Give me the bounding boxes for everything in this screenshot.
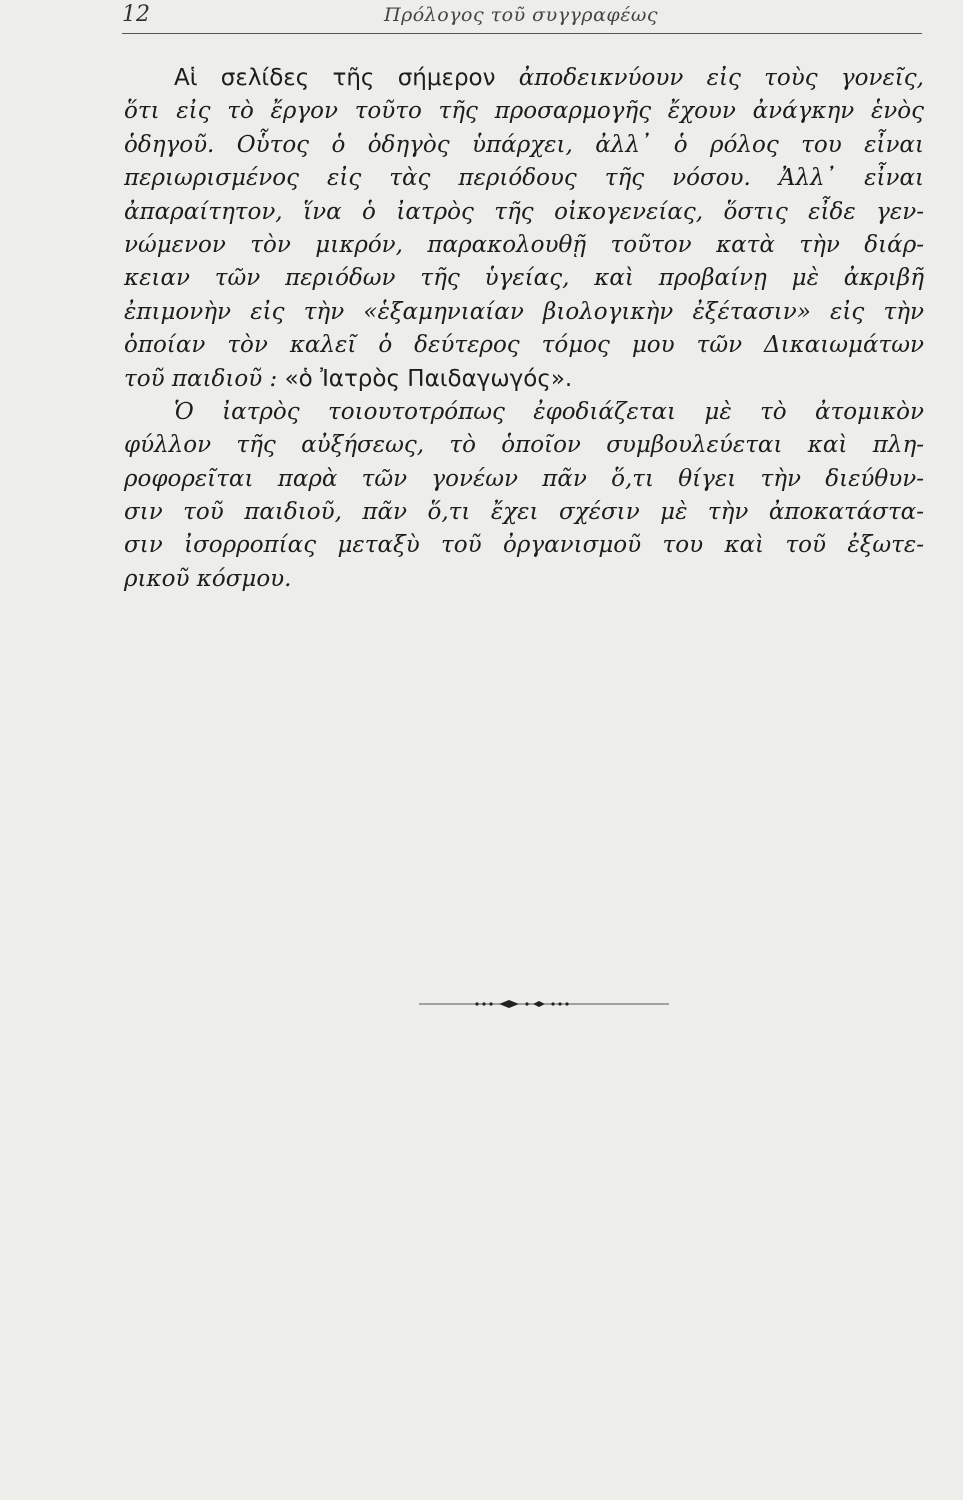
text-line: Αἱ σελίδες τῆς σήμερον ἀποδεικνύουν εἰς τοὺς γονεῖς,: [174, 65, 924, 91]
text-line: ἀπαραίτητον, ἵνα ὁ ἰατρὸς τῆς οἰκογενείας, ὅστις εἶδε γεν-: [124, 198, 924, 225]
text-line: ροφορεῖται παρὰ τῶν γονέων πᾶν ὅ,τι θίγει τὴν διεύθυν-: [124, 465, 924, 492]
header-rule: [122, 33, 922, 34]
text-line: ὁδηγοῦ. Οὗτος ὁ ὁδηγὸς ὑπάρχει, ἀλλ᾽ ὁ ρόλος του εἶναι: [124, 131, 924, 158]
running-head: Πρόλογος τοῦ συγγραφέως: [384, 4, 659, 26]
text-line: τοῦ παιδιοῦ : «ὁ Ἰατρὸς Παιδαγωγός».: [124, 365, 573, 392]
page-header: [122, 0, 922, 34]
text-line: περιωρισμένος εἰς τὰς περιόδους τῆς νόσου. Ἀλλ᾽ εἶναι: [124, 165, 924, 192]
text-line: νώμενον τὸν μικρόν, παρακολουθῇ τοῦτον κατὰ τὴν διάρ-: [124, 231, 924, 258]
text-line: ὁποίαν τὸν καλεῖ ὁ δεύτερος τόμος μου τῶν Δικαιωμάτων: [124, 332, 924, 359]
text-line: ὅτι εἰς τὸ ἔργον τοῦτο τῆς προσαρμογῆς ἔχουν ἀνάγκην ἑνὸς: [124, 98, 924, 125]
text-line: σιν ἰσορροπίας μεταξὺ τοῦ ὀργανισμοῦ του καὶ τοῦ ἐξωτε-: [124, 532, 924, 559]
lead-words: Αἱ σελίδες τῆς σήμερον: [174, 65, 496, 91]
text-line: Ὁ ἰατρὸς τοιουτοτρόπως ἐφοδιάζεται μὲ τὸ ἀτομικὸν: [174, 398, 924, 425]
book-title: «ὁ Ἰατρὸς Παιδαγωγός».: [284, 365, 573, 392]
body-text: [124, 62, 924, 596]
text-line: φύλλον τῆς αὐξήσεως, τὸ ὁποῖον συμβουλεύεται καὶ πλη-: [124, 432, 924, 459]
text-line: σιν τοῦ παιδιοῦ, πᾶν ὅ,τι ἔχει σχέσιν μὲ τὴν ἀποκατάστα-: [124, 499, 924, 526]
page-number: 12: [122, 2, 150, 27]
section-ornament: [419, 994, 669, 1014]
text-line: ρικοῦ κόσμου.: [124, 565, 292, 592]
text-line: κειαν τῶν περιόδων τῆς ὑγείας, καὶ προβαίνῃ μὲ ἀκριβῆ: [124, 265, 924, 292]
text-line: ἐπιμονὴν εἰς τὴν «ἑξαμηνιαίαν βιολογικὴν ἐξέτασιν» εἰς τὴν: [124, 298, 924, 325]
